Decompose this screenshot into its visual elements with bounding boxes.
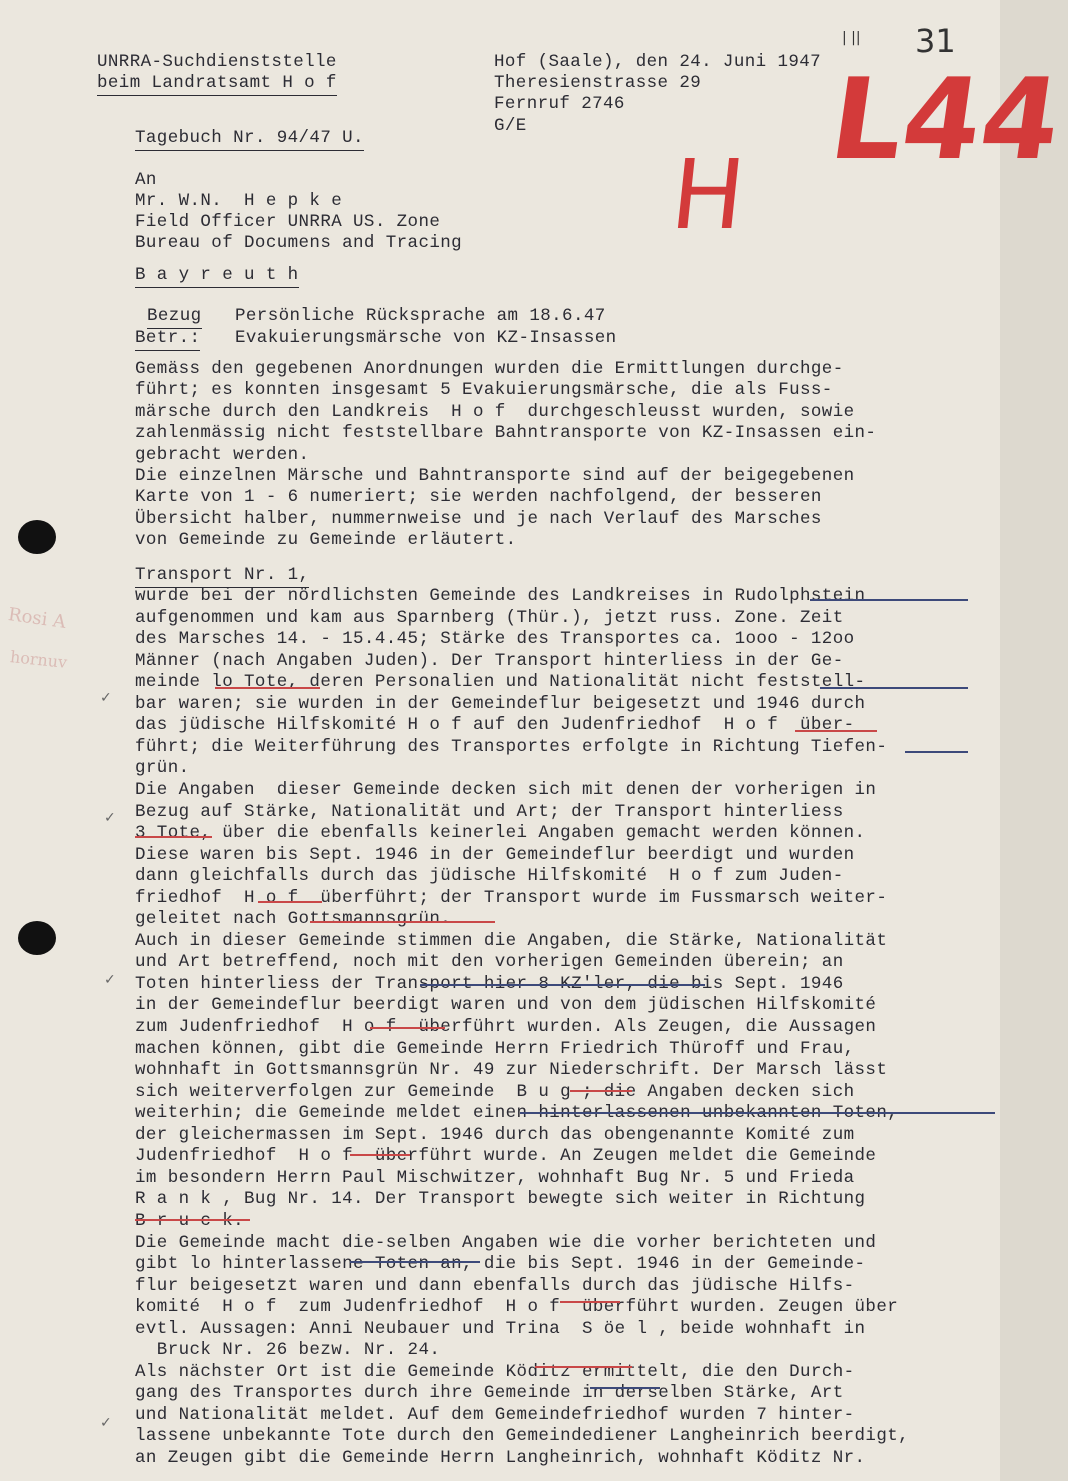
transport-line: 3 Tote, über die ebenfalls keinerlei Angaben gemacht werden können. — [135, 823, 866, 844]
file-number: L44 — [822, 55, 1068, 185]
transport-line: gibt lo hinterlassene Toten an, die bis Sept. 1946 in der Gemeinde- — [135, 1254, 866, 1275]
transport-line: komité H o f zum Judenfriedhof H o f überführt wurden. Zeugen über — [135, 1297, 899, 1318]
transport-line: wurde bei der nördlichsten Gemeinde des Landkreises in Rudolphstein — [135, 586, 866, 606]
transport-line: Männer (nach Angaben Juden). Der Transport hinterliess in der Ge- — [135, 650, 844, 671]
top-marks: | || — [842, 30, 861, 46]
transport-line: im besondern Herrn Paul Mischwitzer, wohnhaft Bug Nr. 5 und Frieda — [135, 1167, 855, 1188]
transport-line: wohnhaft in Gottsmannsgrün Nr. 49 zur Niederschrift. Der Marsch lässt — [135, 1060, 888, 1081]
check-mark: ✓ — [104, 810, 116, 826]
office-line-1: UNRRA-Suchdienststelle — [97, 52, 337, 72]
handwritten-mark: H — [666, 139, 751, 251]
intro-line: gebracht werden. — [135, 444, 310, 465]
intro-line: von Gemeinde zu Gemeinde erläutert. — [135, 530, 517, 551]
transport-line: der gleichermassen im Sept. 1946 durch das obengenannte Komité zum — [135, 1124, 855, 1145]
intro-line: führt; es konnten insgesamt 5 Evakuierungsmärsche, die als Fuss- — [135, 380, 833, 401]
punch-hole — [18, 520, 56, 554]
page-number: 31 — [915, 22, 956, 60]
check-mark: ✓ — [100, 1415, 112, 1431]
transport-line: R a n k , Bug Nr. 14. Der Transport bewegte sich weiter in Richtung — [135, 1189, 866, 1210]
transport-line: das jüdische Hilfskomité H o f auf den Judenfriedhof H o f über- — [135, 715, 855, 736]
intro-line: Karte von 1 - 6 numeriert; sie werden nachfolgend, der besseren — [135, 487, 822, 508]
office-line-2: beim Landratsamt H o f — [97, 73, 337, 96]
intro-line: Übersicht halber, nummernweise und je nach Verlauf des Marsches — [135, 508, 822, 529]
street: Theresienstrasse 29 — [494, 73, 702, 93]
place-date: Hof (Saale), den 24. Juni 1947 — [494, 52, 822, 72]
recipient-line: Bureau of Documens and Tracing — [135, 233, 463, 253]
transport-line: Judenfriedhof H o f überführt wurde. An Zeugen meldet die Gemeinde — [135, 1146, 877, 1167]
transport-line: Als nächster Ort ist die Gemeinde Köditz ermittelt, die den Durch- — [135, 1361, 855, 1382]
recipient-city: B a y r e u t h — [135, 265, 299, 288]
transport-line: gang des Transportes durch ihre Gemeinde in derselben Stärke, Art — [135, 1383, 844, 1404]
subject-text: Evakuierungsmärsche von KZ-Insassen — [235, 328, 617, 348]
transport-line: friedhof H o f überführt; der Transport wurde im Fussmarsch weiter- — [135, 887, 888, 908]
transport-line: zum Judenfriedhof H o f überführt wurden. Als Zeugen, die Aussagen — [135, 1017, 877, 1037]
transport-line: meinde lo Tote, deren Personalien und Nationalität nicht feststell- — [135, 672, 866, 693]
diary-number: Tagebuch Nr. 94/47 U. — [135, 128, 364, 151]
intro-line: märsche durch den Landkreis H o f durchgeschleusst wurden, sowie — [135, 401, 855, 422]
transport-line: in der Gemeindeflur beerdigt waren und von dem jüdischen Hilfskomité — [135, 995, 877, 1016]
transport-line: Die Gemeinde macht die-selben Angaben wie die vorher berichteten und — [135, 1232, 877, 1253]
phone: Fernruf 2746 — [494, 94, 625, 114]
transport-line: und Art betreffend, noch mit den vorherigen Gemeinden überein; an — [135, 952, 844, 973]
intro-line: zahlenmässig nicht feststellbare Bahntransporte von KZ-Insassen ein- — [135, 423, 877, 444]
transport-line: Bezug auf Stärke, Nationalität und Art; der Transport hinterliess — [135, 801, 844, 822]
recipient-line: An — [135, 170, 157, 190]
transport-line: an Zeugen gibt die Gemeinde Herrn Langheinrich, wohnhaft Köditz Nr. — [135, 1448, 866, 1468]
transport-line: bar waren; sie wurden in der Gemeindeflur beigesetzt und 1946 durch — [135, 693, 866, 714]
faint-margin-stamp: hornuv — [9, 647, 69, 672]
transport-line: machen können, gibt die Gemeinde Herrn Friedrich Thüroff und Frau, — [135, 1038, 855, 1059]
ref-text: Persönliche Rücksprache am 18.6.47 — [235, 306, 606, 326]
transport-line: weiterhin; die Gemeinde meldet einen hinterlassenen unbekannten Toten, — [135, 1103, 899, 1124]
punch-hole — [18, 921, 56, 955]
faint-margin-stamp: Rosi A — [6, 604, 68, 633]
subject-label: Betr.: — [135, 328, 200, 351]
transport-line: und Nationalität meldet. Auf dem Gemeindefriedhof wurden 7 hinter- — [135, 1404, 855, 1425]
transport-line: Diese waren bis Sept. 1946 in der Gemeindeflur beerdigt und wurden — [135, 844, 855, 865]
transport-line: flur beigesetzt waren und dann ebenfalls durch das jüdische Hilfs- — [135, 1275, 855, 1296]
transport-line: sich weiterverfolgen zur Gemeinde B u g ; die Angaben decken sich — [135, 1081, 855, 1102]
transport-line: des Marsches 14. - 15.4.45; Stärke des Transportes ca. 1ooo - 12oo — [135, 629, 855, 650]
transport-heading: Transport Nr. 1, — [135, 565, 309, 588]
transport-line: evtl. Aussagen: Anni Neubauer und Trina S öe l , beide wohnhaft in — [135, 1318, 866, 1339]
check-mark: ✓ — [100, 690, 112, 706]
ref-label: Bezug — [147, 306, 202, 329]
reference-initials: G/E — [494, 116, 527, 136]
transport-line: Toten hinterliess der Transport hier 8 KZ'ler, die bis Sept. 1946 — [135, 973, 844, 994]
transport-line: geleitet nach Gottsmannsgrün. — [135, 909, 452, 930]
transport-line: aufgenommen und kam aus Sparnberg (Thür.), jetzt russ. Zone. Zeit — [135, 607, 844, 628]
transport-line: grün. — [135, 758, 190, 779]
transport-line: Auch in dieser Gemeinde stimmen die Angaben, die Stärke, Nationalität — [135, 930, 888, 951]
transport-line: dann gleichfalls durch das jüdische Hilfskomité H o f zum Juden- — [135, 866, 844, 887]
recipient-line: Mr. W.N. H e p k e — [135, 191, 343, 211]
transport-line: Bruck Nr. 26 bezw. Nr. 24. — [135, 1340, 441, 1361]
recipient-line: Field Officer UNRRA US. Zone — [135, 212, 441, 232]
transport-line: B r u c k. — [135, 1210, 245, 1231]
transport-line: Die Angaben dieser Gemeinde decken sich mit denen der vorherigen in — [135, 779, 877, 800]
intro-line: Die einzelnen Märsche und Bahntransporte sind auf der beigegebenen — [135, 466, 855, 486]
check-mark: ✓ — [104, 972, 116, 988]
intro-line: Gemäss den gegebenen Anordnungen wurden die Ermittlungen durchge- — [135, 359, 844, 379]
transport-line: lassene unbekannte Tote durch den Gemeindediener Langheinrich beerdigt, — [135, 1426, 910, 1447]
transport-line: führt; die Weiterführung des Transportes erfolgte in Richtung Tiefen- — [135, 736, 888, 757]
